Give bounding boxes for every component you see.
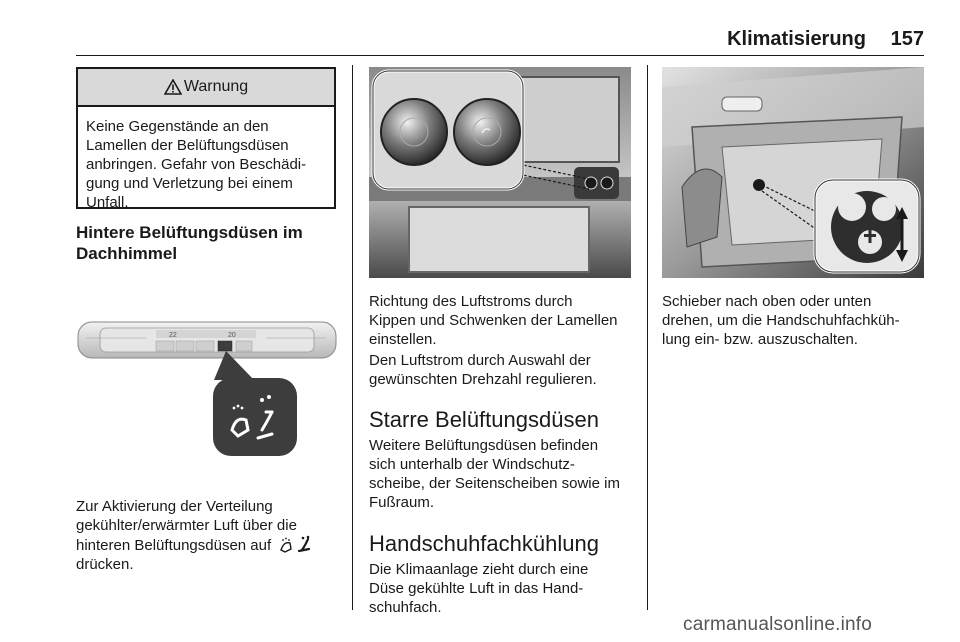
caption-line: Zur Aktivierung der Verteilung [76,498,273,515]
warning-line: Keine Gegenstände an den [86,118,269,135]
heading-line: Dachhimmel [76,244,178,263]
text-line: drehen, um die Handschuhfachküh- [662,312,900,329]
text-line: sich unterhalb der Windschutz- [369,456,575,473]
text-line: scheibe, der Seitenscheiben sowie im [369,475,620,492]
watermark: carmanualsonline.info [683,614,873,635]
text-line: Schieber nach oben oder unten [662,293,872,310]
warning-text [78,107,334,222]
text-line: gewünschten Drehzahl regulieren. [369,371,597,388]
header-rule [76,55,924,56]
text-line: Richtung des Luftstroms durch [369,293,573,310]
panel-right-temp: 20 [228,332,236,339]
warning-title: Warnung [183,78,249,95]
glovebox-cooling-heading: Handschuhfachkühlung [369,531,599,556]
fixed-vents-text [369,436,620,512]
airflow-direction-text [369,292,618,349]
page-header-title: Klimatisierung [727,28,866,50]
heading-line: Hintere Belüftungsdüsen im [76,223,303,242]
text-line: Fußraum. [369,494,435,511]
panel-left-temp: 22 [169,332,177,339]
rear-vent-panel-figure [76,300,338,470]
glovebox-cooling-text [369,560,588,617]
rear-vent-caption [76,497,314,574]
rear-vents-heading [76,222,303,264]
text-line: Kippen und Schwenken der Lamellen [369,312,618,329]
fixed-vents-heading: Starre Belüftungsdüsen [369,407,599,432]
glovebox-figure [662,67,924,278]
warning-triangle-icon [164,79,182,95]
text-line: Weitere Belüftungsdüsen befinden [369,437,599,454]
text-line: lung ein- bzw. auszuschalten. [662,331,858,348]
warning-line: Unfall. [86,194,129,211]
warning-line: anbringen. Gefahr von Beschädi- [86,156,307,173]
page-number: 157 [890,28,924,50]
text-line: Düse gekühlte Luft in das Hand- [369,580,584,597]
text-line: Die Klimaanlage zieht durch eine [369,561,589,578]
warning-line: Lamellen der Belüftungsdüsen [86,137,289,154]
warning-header [78,69,334,107]
column-divider-1 [352,65,353,610]
airflow-speed-text [369,351,597,389]
text-line: einstellen. [369,331,437,348]
caption-line: drücken. [76,556,134,573]
warning-line: gung und Verletzung bei einem [86,175,293,192]
rear-vent-icon [278,535,314,553]
column-divider-2 [647,65,648,610]
text-line: schuhfach. [369,599,442,616]
glovebox-instruction-text [662,292,900,349]
text-line: Den Luftstrom durch Auswahl der [369,352,591,369]
ceiling-dials-figure [369,67,631,278]
warning-box [76,67,336,209]
caption-line: hinteren Belüftungsdüsen auf [76,537,272,554]
caption-line: gekühlter/erwärmter Luft über die [76,517,297,534]
caption-line-with-icon [76,535,314,555]
